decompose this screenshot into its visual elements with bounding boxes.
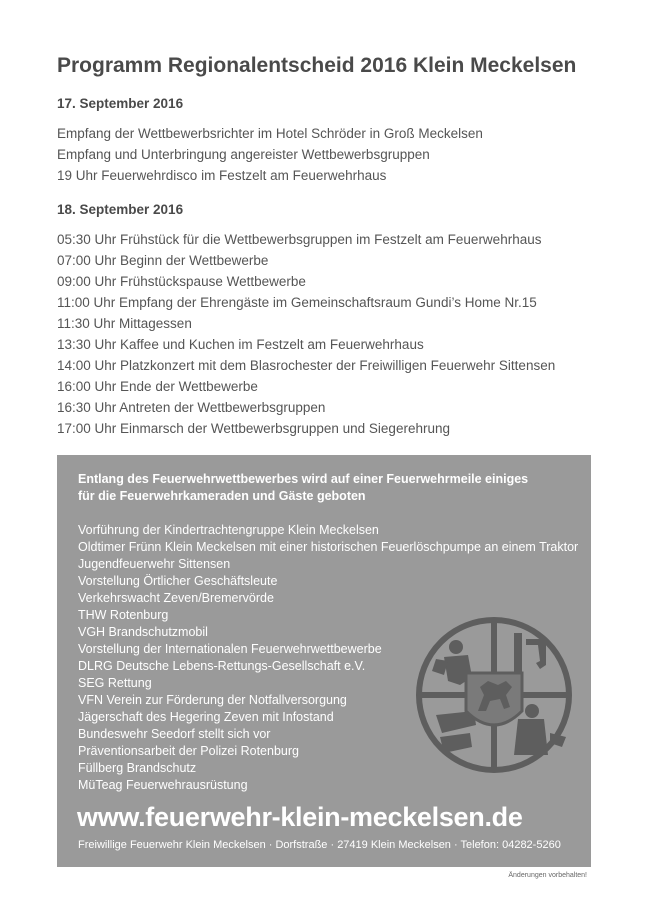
list-item: Jugendfeuerwehr Sittensen bbox=[78, 557, 231, 571]
list-item: VFN Verein zur Förderung der Notfallversorgung bbox=[78, 693, 347, 707]
list-item: Verkehrswacht Zeven/Bremervörde bbox=[78, 591, 274, 605]
list-item: MüTeag Feuerwehrausrüstung bbox=[78, 778, 248, 792]
schedule-item: 11:00 Uhr Empfang der Ehrengäste im Gemeinschaftsraum Gundi’s Home Nr.15 bbox=[57, 295, 537, 310]
page-title: Programm Regionalentscheid 2016 Klein Meckelsen bbox=[57, 54, 577, 77]
day2-schedule bbox=[57, 229, 555, 439]
schedule-item: 19 Uhr Feuerwehrdisco im Festzelt am Feuerwehrhaus bbox=[57, 168, 387, 183]
schedule-item: 16:00 Uhr Ende der Wettbewerbe bbox=[57, 379, 258, 394]
list-item: Jägerschaft des Hegering Zeven mit Infostand bbox=[78, 710, 334, 724]
list-item: Bundeswehr Seedorf stellt sich vor bbox=[78, 727, 271, 741]
feuerwehrmeile-box bbox=[57, 455, 591, 867]
list-item: Präventionsarbeit der Polizei Rotenburg bbox=[78, 744, 299, 758]
schedule-item: 16:30 Uhr Antreten der Wettbewerbsgruppen bbox=[57, 400, 326, 415]
disclaimer-note: Änderungen vorbehalten! bbox=[508, 872, 587, 879]
list-item: Vorstellung Örtlicher Geschäftsleute bbox=[78, 574, 278, 588]
day2-heading: 18. September 2016 bbox=[57, 202, 184, 217]
list-item: Vorführung der Kindertrachtengruppe Klein Meckelsen bbox=[78, 523, 379, 537]
box-heading bbox=[78, 471, 578, 505]
box-heading-line: Entlang des Feuerwehrwettbewerbes wird auf einer Feuerwehrmeile einiges bbox=[78, 472, 529, 486]
fire-brigade-emblem-icon bbox=[414, 615, 574, 775]
schedule-item: 14:00 Uhr Platzkonzert mit dem Blasrochester der Freiwilligen Feuerwehr Sittensen bbox=[57, 358, 556, 373]
box-heading-line: für die Feuerwehrkameraden und Gäste geboten bbox=[78, 489, 366, 503]
list-item: THW Rotenburg bbox=[78, 608, 169, 622]
schedule-item: 11:30 Uhr Mittagessen bbox=[57, 316, 192, 331]
list-item: VGH Brandschutzmobil bbox=[78, 625, 208, 639]
list-item: Vorstellung der Internationalen Feuerwehrwettbewerbe bbox=[78, 642, 382, 656]
list-item: Füllberg Brandschutz bbox=[78, 761, 197, 775]
schedule-item: Empfang und Unterbringung angereister Wettbewerbsgruppen bbox=[57, 147, 430, 162]
list-item: Oldtimer Frünn Klein Meckelsen mit einer historischen Feuerlöschpumpe an einem Traktor bbox=[78, 540, 579, 554]
schedule-item: 09:00 Uhr Frühstückspause Wettbewerbe bbox=[57, 274, 306, 289]
list-item: SEG Rettung bbox=[78, 676, 152, 690]
schedule-item: Empfang der Wettbewerbsrichter im Hotel Schröder in Groß Meckelsen bbox=[57, 126, 483, 141]
schedule-item: 17:00 Uhr Einmarsch der Wettbewerbsgruppen und Siegerehrung bbox=[57, 421, 450, 436]
schedule-item: 07:00 Uhr Beginn der Wettbewerbe bbox=[57, 253, 269, 268]
address-line: Freiwillige Feuerwehr Klein Meckelsen · Dorfstraße · 27419 Klein Meckelsen · Telefon: 04282-5260 bbox=[78, 839, 561, 851]
list-item: DLRG Deutsche Lebens-Rettungs-Gesellschaft e.V. bbox=[78, 659, 366, 673]
schedule-item: 13:30 Uhr Kaffee und Kuchen im Festzelt am Feuerwehrhaus bbox=[57, 337, 424, 352]
day1-heading: 17. September 2016 bbox=[57, 96, 184, 111]
website-url[interactable]: www.feuerwehr-klein-meckelsen.de bbox=[77, 802, 523, 832]
schedule-item: 05:30 Uhr Frühstück für die Wettbewerbsgruppen im Festzelt am Feuerwehrhaus bbox=[57, 232, 542, 247]
day1-schedule bbox=[57, 123, 483, 186]
